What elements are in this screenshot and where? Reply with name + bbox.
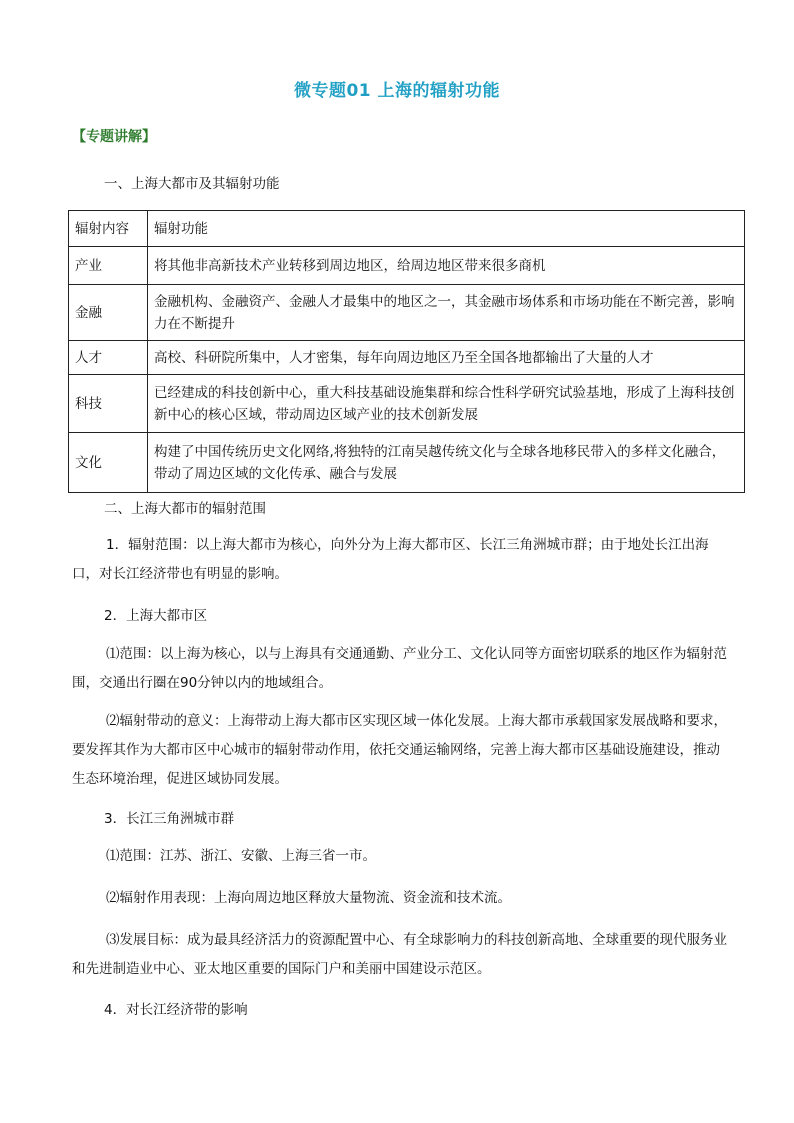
table-cell-category: 文化 <box>69 433 148 493</box>
table-header-row <box>69 211 745 247</box>
item-metro-area: 2．上海大都市区 <box>104 608 208 624</box>
item-yangtze-delta: 3．长江三角洲城市群 <box>104 811 235 827</box>
paragraph-delta-goal: ⑶发展目标：成为最具经济活力的资源配置中心、有全球影响力的科技创新高地、全球重要的现代服务业和先进制造业中心、亚太地区重要的国际门户和美丽中国建设示范区。 <box>72 932 727 977</box>
table-cell-function: 已经建成的科技创新中心，重大科技基础设施集群和综合性科学研究试验基地，形成了上海科技创新中心的核心区域，带动周边区域产业的技术创新发展 <box>148 375 745 433</box>
table-cell-category: 金融 <box>69 285 148 341</box>
table-cell-function: 将其他非高新技术产业转移到周边地区，给周边地区带来很多商机 <box>148 247 745 285</box>
table-cell-category: 科技 <box>69 375 148 433</box>
table-cell-category: 产业 <box>69 247 148 285</box>
table-row <box>69 341 745 375</box>
table-row <box>69 247 745 285</box>
heading-radiation-range: 二、上海大都市的辐射范围 <box>104 501 266 517</box>
paragraph-delta-scope: ⑴范围：江苏、浙江、安徽、上海三省一市。 <box>106 848 376 864</box>
paragraph-metro-significance: ⑵辐射带动的意义：上海带动上海大都市区实现区域一体化发展。上海大都市承载国家发展战略和要求，要发挥其作为大都市区中心城市的辐射带动作用，依托交通运输网络，完善上海大都市区基础设施建设，推动生态环境治理，促进区域协同发展。 <box>72 713 727 787</box>
heading-radiation-function: 一、上海大都市及其辐射功能 <box>104 176 280 192</box>
section-tag: 【专题讲解】 <box>72 129 156 145</box>
paragraph-metro-scope: ⑴范围：以上海为核心，以与上海具有交通通勤、产业分工、文化认同等方面密切联系的地区作为辐射范围，交通出行圈在90分钟以内的地域组合。 <box>72 646 727 691</box>
paragraph-delta-effect: ⑵辐射作用表现：上海向周边地区释放大量物流、资金流和技术流。 <box>106 890 511 906</box>
table-header-cell: 辐射功能 <box>148 211 745 247</box>
table-row <box>69 433 745 493</box>
table-cell-function: 金融机构、金融资产、金融人才最集中的地区之一，其金融市场体系和市场功能在不断完善，影响力在不断提升 <box>148 285 745 341</box>
table-row <box>69 375 745 433</box>
paragraph-radiation-range: 1．辐射范围：以上海大都市为核心，向外分为上海大都市区、长江三角洲城市群；由于地处长江出海口，对长江经济带也有明显的影响。 <box>72 537 709 582</box>
document-title: 微专题01 上海的辐射功能 <box>293 81 501 101</box>
table-header-cell: 辐射内容 <box>69 211 148 247</box>
table-cell-category: 人才 <box>69 341 148 375</box>
table-row <box>69 285 745 341</box>
table-cell-function: 构建了中国传统历史文化网络,将独特的江南吴越传统文化与全球各地移民带入的多样文化融合，带动了周边区域的文化传承、融合与发展 <box>148 433 745 493</box>
radiation-table <box>68 210 745 493</box>
item-yangtze-belt: 4．对长江经济带的影响 <box>104 1002 248 1018</box>
table-cell-function: 高校、科研院所集中，人才密集，每年向周边地区乃至全国各地都输出了大量的人才 <box>148 341 745 375</box>
